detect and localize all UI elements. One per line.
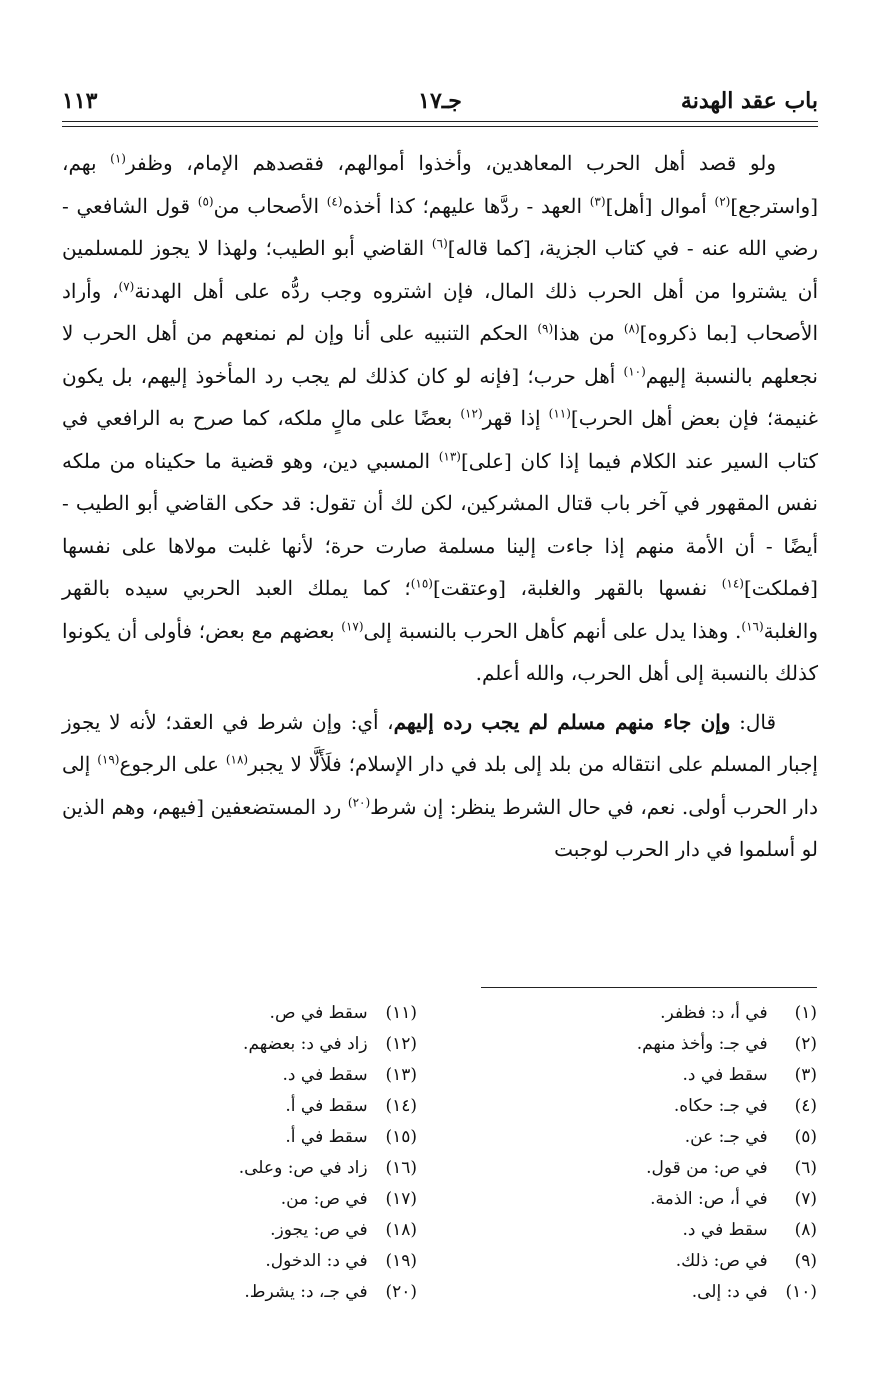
text-segment: العهد - ردَّها عليهم؛ كذا أخذه	[342, 193, 590, 218]
footnote-marker: (١٩)	[97, 752, 120, 767]
footnote-marker: (١١)	[548, 406, 571, 421]
footnote	[57, 1153, 417, 1184]
footnote-separator	[481, 987, 817, 988]
footnote-text: في د: الدخول.	[265, 1251, 368, 1271]
footnote-marker: (٦)	[431, 236, 448, 251]
footnote-text: في ص: يجوز.	[270, 1220, 368, 1240]
footnote-marker: (٢)	[714, 193, 731, 208]
footnote-number: (٨)	[794, 1220, 817, 1240]
footnote-text: سقط في د.	[682, 1220, 768, 1240]
header-rule-thick	[62, 121, 818, 122]
footnote-number: (١١)	[385, 1003, 417, 1023]
footnote	[457, 1060, 817, 1091]
footnote-number: (١)	[794, 1003, 817, 1023]
footnote-number: (١٠)	[785, 1282, 817, 1302]
header-rule-thin	[62, 126, 818, 127]
footnote	[57, 998, 417, 1029]
footnote	[457, 1277, 817, 1308]
footnote-marker: (١٨)	[225, 752, 249, 767]
footnote	[57, 1277, 417, 1308]
footnote	[457, 1246, 817, 1277]
footnote-text: زاد في د: بعضهم.	[243, 1034, 368, 1054]
footnote-text: سقط في أ.	[285, 1127, 368, 1147]
footnote-number: (٢٠)	[385, 1282, 417, 1302]
footnote-number: (١٨)	[385, 1220, 417, 1240]
footnote-number: (١٥)	[385, 1127, 417, 1147]
footnote-marker: (٣)	[589, 193, 606, 208]
text-segment: قول الشافعي - رضي الله عنه - في كتاب الجزية، [كما قاله]	[62, 193, 818, 260]
paragraph	[62, 701, 818, 871]
footnotes-column-right	[457, 998, 817, 1308]
footnote	[457, 1215, 817, 1246]
footnote-marker: (٤)	[326, 193, 343, 208]
footnote-text: في أ، د: فظفر.	[660, 1003, 768, 1023]
footnote-number: (٧)	[794, 1189, 817, 1209]
footnote-marker: (١٠)	[623, 363, 646, 378]
footnote-marker: (١٦)	[741, 618, 764, 633]
text-segment: بعضًا على مالٍ ملكه، كما صرح به الرافعي في كتاب السير عند الكلام فيما إذا كان [على]	[62, 406, 818, 473]
text-segment: الأصحاب من	[213, 193, 327, 218]
text-segment: من هذا	[553, 321, 624, 345]
matn-text: وإن جاء منهم مسلم لم يجب رده إليهم	[393, 709, 731, 734]
footnote	[457, 1091, 817, 1122]
chapter-title: باب عقد الهدنة	[680, 88, 818, 114]
volume-label: جـ١٧	[418, 88, 462, 114]
footnote-marker: (٧)	[118, 278, 135, 293]
footnote-marker: (١٤)	[721, 576, 744, 591]
footnote	[57, 1184, 417, 1215]
footnote-marker: (٩)	[537, 321, 554, 336]
footnote-number: (٢)	[794, 1034, 817, 1054]
footnote-number: (١٩)	[385, 1251, 417, 1271]
footnote-number: (٦)	[794, 1158, 817, 1178]
footnote-text: في جـ: وأخذ منهم.	[636, 1034, 768, 1054]
text-segment: إلى دار الحرب أولى. نعم، في حال الشرط ينظر: إن شرط	[62, 752, 819, 819]
footnote-number: (٤)	[794, 1096, 817, 1116]
text-segment: بعضهم مع بعض؛ فأولى أن يكونوا كذلك بالنسبة إلى أهل الحرب، والله أعلم.	[62, 618, 818, 685]
footnote-number: (١٧)	[385, 1189, 417, 1209]
text-segment: نفسها بالقهر والغلبة، [وعتقت]	[432, 576, 722, 600]
text-segment: القاضي أبو الطيب؛ ولهذا لا يجوز للمسلمين أن يشتروا من أهل الحرب ذلك المال، فإن اشتروه وجب ردُّه على أهل الهدنة	[62, 236, 818, 303]
footnote-text: سقط في ص.	[269, 1003, 368, 1023]
footnote-text: سقط في د.	[682, 1065, 768, 1085]
footnote-marker: (٨)	[623, 321, 640, 336]
footnote-number: (١٢)	[385, 1034, 417, 1054]
footnote-marker: (١٧)	[341, 618, 364, 633]
footnote-marker: (١٥)	[410, 576, 433, 591]
footnote-number: (٣)	[794, 1065, 817, 1085]
footnote-number: (١٤)	[385, 1096, 417, 1116]
text-segment: . وهذا يدل على أنهم كأهل الحرب بالنسبة إلى	[363, 618, 742, 643]
text-segment: ، أي: وإن شرط في العقد؛ لأنه لا يجوز إجبار المسلم على انتقاله من بلد إلى بلد في دار الإسلام؛ فلَأَلَّا لا يجبر	[62, 709, 818, 776]
footnote-number: (٩)	[794, 1251, 817, 1271]
footnote	[457, 1153, 817, 1184]
footnote-text: في ص: ذلك.	[675, 1251, 768, 1271]
footnote	[457, 998, 817, 1029]
footnote-text: زاد في ص: وعلى.	[238, 1158, 368, 1178]
text-segment: ، وأراد الأصحاب [بما ذكروه]	[62, 278, 819, 345]
footnote	[57, 1029, 417, 1060]
footnote-text: في د: إلى.	[691, 1282, 768, 1302]
footnote-text: سقط في أ.	[285, 1096, 368, 1116]
footnote-marker: (١٣)	[438, 448, 461, 463]
footnote-text: في ص: من.	[280, 1189, 368, 1209]
footnote	[57, 1091, 417, 1122]
main-text	[62, 142, 818, 871]
footnote	[57, 1060, 417, 1091]
footnote-text: في أ، ص: الذمة.	[650, 1189, 768, 1209]
footnote-number: (١٦)	[385, 1158, 417, 1178]
text-segment: المسبي دين، وهو قضية ما حكيناه من ملكه نفس المقهور في آخر باب قتال المشركين، لكن لك أن تقول: قد حكى القاضي أبو الطيب - أيضًا - أن الأمة منهم إذا جاءت إلينا مسلمة صارت حرة؛ لأنها غلبت مولاها على نفسها [فملكت]	[62, 448, 818, 600]
text-segment: على الرجوع	[119, 752, 226, 776]
footnote-marker: (١)	[110, 151, 126, 166]
text-segment: قال:	[730, 709, 777, 734]
footnote-text: في جـ، د: يشرط.	[244, 1282, 368, 1302]
text-segment: ولو قصد أهل الحرب المعاهدين، وأخذوا أموالهم، فقصدهم الإمام، وظفر	[125, 151, 776, 175]
footnote-number: (٥)	[794, 1127, 817, 1147]
footnote	[457, 1184, 817, 1215]
footnote	[57, 1215, 417, 1246]
footnote-number: (١٣)	[385, 1065, 417, 1085]
text-segment: أهل حرب؛ [فإنه لو كان كذلك لم يجب رد المأخوذ إليهم، بل يكون غنيمة؛ فإن بعض أهل الحرب]	[62, 363, 819, 430]
text-segment: الحكم التنبيه على أنا وإن لم نمنعهم من أهل الحرب لا نجعلهم بالنسبة إليهم	[62, 321, 819, 388]
text-segment: رد المستضعفين [فيهم، وهم الذين لو أسلموا في دار الحرب لوجبت	[62, 794, 818, 861]
footnote	[457, 1122, 817, 1153]
footnote-text: في جـ: عن.	[684, 1127, 768, 1147]
footnote-text: في ص: من قول.	[646, 1158, 768, 1178]
running-header	[62, 84, 818, 118]
footnotes-column-left	[57, 998, 417, 1308]
footnote-marker: (٢٠)	[347, 794, 371, 809]
text-segment: أموال [أهل]	[605, 193, 715, 218]
page-number: ١١٣	[62, 88, 98, 114]
footnote-text: سقط في د.	[282, 1065, 368, 1085]
footnote	[57, 1122, 417, 1153]
footnote-text: في جـ: حكاه.	[673, 1096, 768, 1116]
footnote-marker: (١٢)	[460, 406, 483, 421]
text-segment: ؛ كما يملك العبد الحربي سيده بالقهر والغلبة	[62, 576, 818, 643]
footnote	[457, 1029, 817, 1060]
text-segment: بهم، [واسترجع]	[62, 151, 819, 218]
footnote	[57, 1246, 417, 1277]
paragraph	[62, 142, 818, 695]
text-segment: إذا قهر	[482, 406, 549, 430]
footnote-marker: (٥)	[197, 193, 214, 208]
